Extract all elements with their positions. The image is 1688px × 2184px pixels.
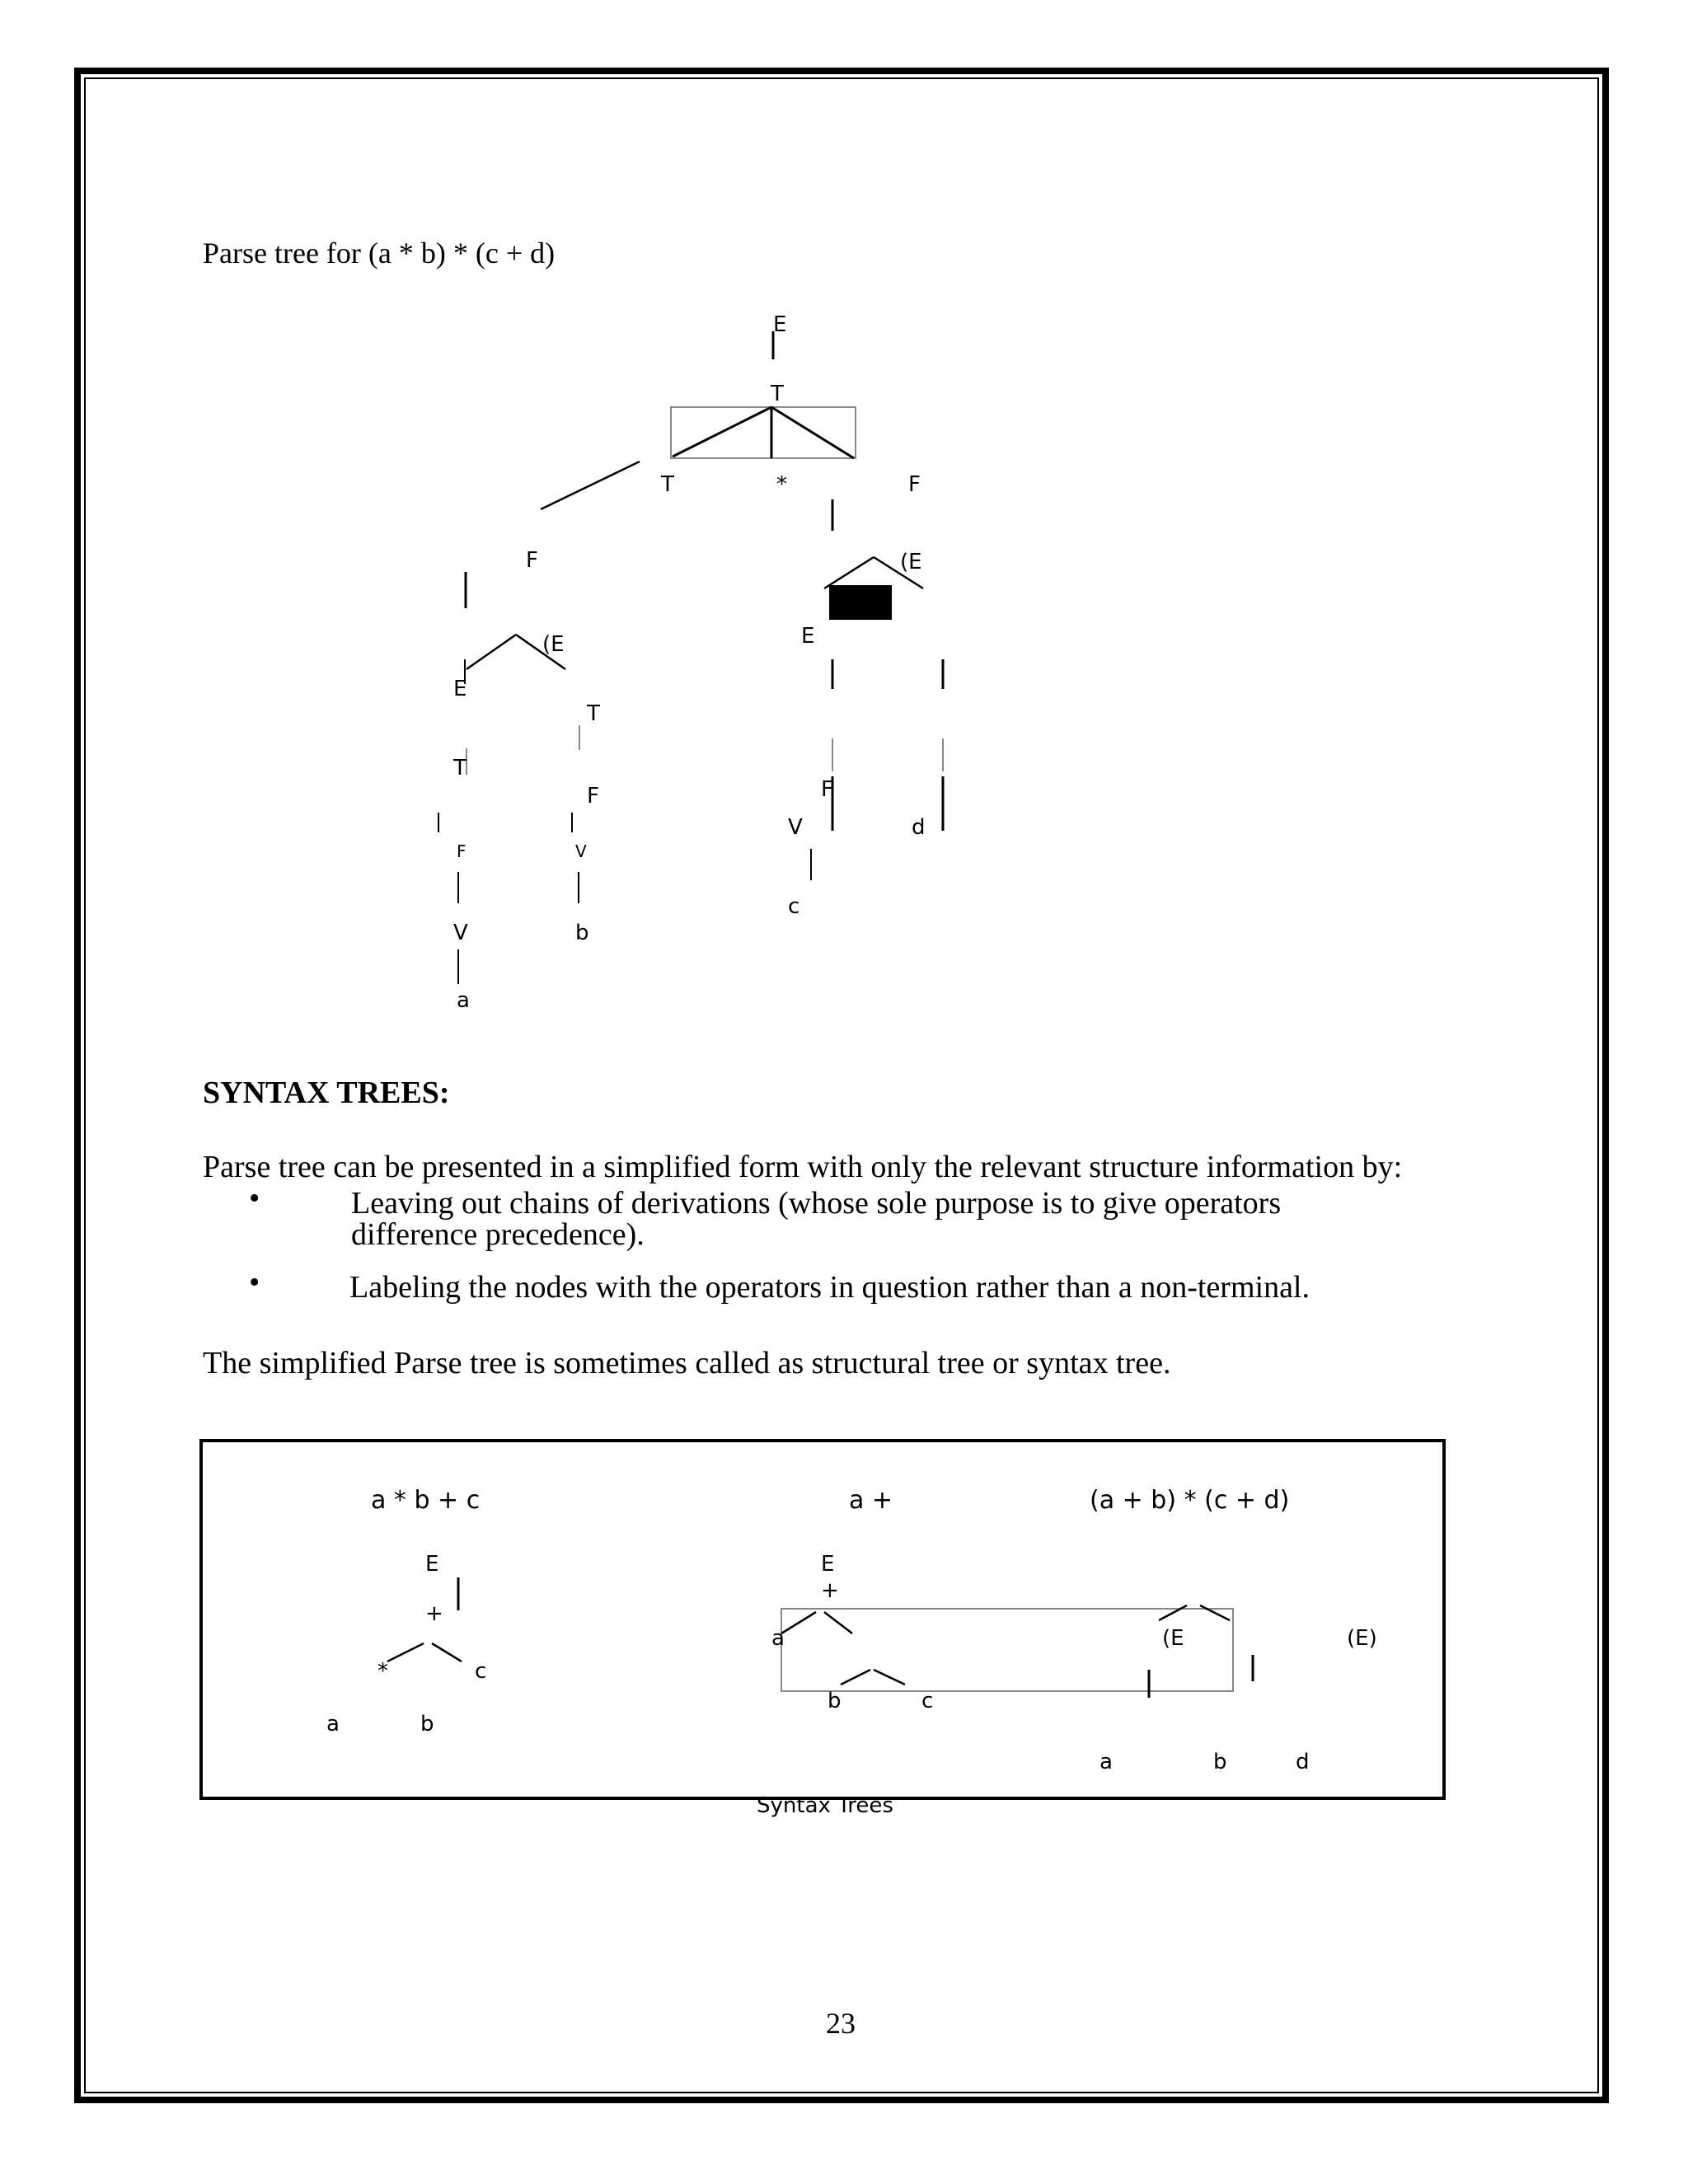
- parse-node-left-e: E: [453, 677, 467, 701]
- parse-node-star: *: [776, 472, 787, 497]
- highlight-box: [671, 407, 856, 458]
- ex1-edge-left: [387, 1643, 424, 1661]
- ex2-edge-b: [841, 1670, 870, 1685]
- syntax-trees-figure: [201, 1441, 1444, 1798]
- parse-node-left-paren-e: (E: [542, 632, 565, 657]
- ex1-node-c: c: [475, 1659, 487, 1684]
- parse-node-left-t2: T: [587, 701, 600, 726]
- ex1-node-star: *: [377, 1659, 388, 1684]
- page-number: 23: [826, 2007, 856, 2040]
- parse-node-left-t: T: [661, 472, 674, 497]
- parse-node-left-v1: V: [453, 921, 468, 945]
- ex1-node-b: b: [420, 1712, 434, 1736]
- parse-node-root-t: T: [771, 382, 784, 406]
- parse-tree-diagram: [438, 312, 943, 1013]
- parse-leaf-a: a: [457, 988, 470, 1013]
- ex2-node-plus: +: [821, 1578, 839, 1603]
- edge-right-slash: [824, 557, 874, 588]
- parse-node-right-paren-e: (E: [900, 550, 922, 574]
- edge-left-slash: [467, 635, 516, 669]
- summary-text: The simplified Parse tree is sometimes called as structural tree or syntax tree.: [203, 1346, 1171, 1380]
- ex3-node-b: b: [1213, 1750, 1227, 1774]
- ex1-node-a: a: [326, 1712, 340, 1736]
- intro-text: Parse tree can be presented in a simplified form with only the relevant structure information by:: [203, 1150, 1403, 1184]
- ex2-node-b: b: [828, 1689, 842, 1713]
- parse-node-left-f: F: [526, 548, 538, 573]
- bullet-marker: •: [249, 1181, 260, 1216]
- edge-left-branch: [541, 462, 640, 509]
- section-heading: SYNTAX TREES:: [203, 1076, 450, 1110]
- ex3-node-d: d: [1296, 1750, 1310, 1774]
- ex2-edge-left: [781, 1612, 816, 1633]
- bullet-text-line2: difference precedence).: [351, 1217, 645, 1252]
- edge-t-t: [673, 407, 771, 457]
- parse-node-right-e: E: [801, 624, 815, 649]
- parse-node-left-t3: T: [453, 756, 467, 780]
- example1-title: a * b + c: [371, 1486, 481, 1515]
- ex1-edge-right: [432, 1643, 462, 1661]
- parse-node-left-f2: F: [457, 841, 467, 861]
- parse-leaf-d: d: [912, 815, 926, 840]
- parse-node-left-f3: F: [587, 784, 599, 808]
- ex2-node-e: E: [821, 1552, 835, 1577]
- ex2-node-c: c: [921, 1689, 934, 1713]
- ex1-node-e: E: [425, 1552, 439, 1577]
- bullet-text-line1: Leaving out chains of derivations (whose sole purpose is to give operators: [351, 1186, 1282, 1221]
- ex3-node-paren-e: (E: [1162, 1626, 1184, 1651]
- ex1-node-plus: +: [425, 1601, 443, 1626]
- redacted-block: [829, 585, 892, 620]
- figure-caption: Syntax Trees: [757, 1793, 893, 1818]
- parse-leaf-b: b: [575, 921, 589, 945]
- example2-title: a +: [849, 1486, 893, 1515]
- ex3-edge-left: [1159, 1605, 1187, 1620]
- bullet-text-line1: Labeling the nodes with the operators in question rather than a non-terminal.: [349, 1270, 1310, 1305]
- parse-node-root-e: E: [773, 312, 787, 337]
- parse-node-right-f: F: [908, 472, 921, 497]
- ex3-edge-right: [1200, 1605, 1230, 1620]
- parse-leaf-c: c: [788, 894, 800, 919]
- ex2-edge-c: [874, 1670, 905, 1685]
- parse-node-left-v2: V: [575, 841, 587, 861]
- parse-node-right-v: V: [788, 815, 803, 840]
- bullet-marker: •: [249, 1265, 260, 1300]
- ex3-node-a: a: [1100, 1750, 1113, 1774]
- example3-title: (a + b) * (c + d): [1090, 1486, 1290, 1515]
- edge-t-f: [771, 407, 854, 458]
- parse-node-right-f2: F: [821, 777, 833, 802]
- ex2-edge-right: [824, 1612, 852, 1633]
- ex2-node-a: a: [771, 1626, 785, 1651]
- parse-tree-caption: Parse tree for (a * b) * (c + d): [203, 237, 556, 269]
- ex3-node-paren-e-closed: (E): [1347, 1626, 1377, 1651]
